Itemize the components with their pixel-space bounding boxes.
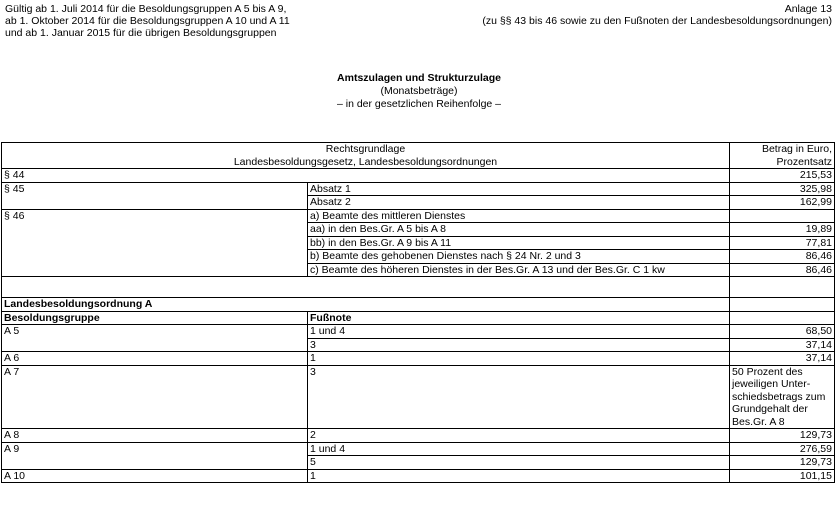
footnote-header: Fußnote	[308, 311, 730, 325]
annex-label	[482, 3, 832, 27]
column-header-row	[2, 311, 835, 325]
paragraph-cell: § 44	[2, 169, 730, 183]
document-title	[0, 72, 838, 111]
provision-cell: aa) in den Bes.Gr. A 5 bis A 8	[308, 223, 730, 237]
annex-number: Anlage 13	[784, 3, 832, 15]
amount-cell: 101,15	[730, 469, 835, 483]
table-row	[2, 365, 835, 429]
pay-grade-cell: A 7	[2, 365, 308, 429]
spacer-cell	[730, 277, 835, 298]
section-title-row	[2, 298, 835, 312]
amount-header	[730, 143, 835, 169]
table-row	[2, 352, 835, 366]
amount-header-line1: Betrag in Euro,	[761, 143, 832, 155]
pay-grade-cell: A 6	[2, 352, 308, 366]
table-row	[2, 429, 835, 443]
provision-cell: Absatz 2	[308, 196, 730, 210]
amount-cell	[730, 209, 835, 223]
validity-note	[5, 3, 290, 39]
empty-cell	[730, 311, 835, 325]
provision-cell: a) Beamte des mittleren Dienstes	[308, 209, 730, 223]
validity-line: und ab 1. Januar 2015 für die übrigen Besoldungsgruppen	[5, 27, 277, 39]
provision-cell: bb) in den Bes.Gr. A 9 bis A 11	[308, 236, 730, 250]
amount-cell: 86,46	[730, 250, 835, 264]
spacer-cell	[2, 277, 730, 298]
amount-cell: 215,53	[730, 169, 835, 183]
annex-reference: (zu §§ 43 bis 46 sowie zu den Fußnoten der Landesbesoldungsordnungen)	[482, 15, 832, 27]
table-row	[2, 169, 835, 183]
spacer-row	[2, 277, 835, 298]
amount-text-cell: 50 Prozent des jeweiligen Unter-schiedsbetrags zum Grundgehalt der Bes.Gr. A 8	[730, 365, 835, 429]
amount-cell: 68,50	[730, 325, 835, 339]
allowance-table	[1, 142, 835, 483]
footnote-cell: 5	[308, 456, 730, 470]
provision-cell: c) Beamte des höheren Dienstes in der Bes.Gr. A 13 und der Bes.Gr. C 1 kw	[308, 263, 730, 277]
amount-header-line2: Prozentsatz	[776, 155, 832, 168]
table-row	[2, 325, 835, 339]
amount-cell: 162,99	[730, 196, 835, 210]
pay-grade-cell: A 8	[2, 429, 308, 443]
pay-grade-header: Besoldungsgruppe	[2, 311, 308, 325]
provision-cell: b) Beamte des gehobenen Dienstes nach § 24 Nr. 2 und 3	[308, 250, 730, 264]
title-main: Amtszulagen und Strukturzulage	[337, 72, 501, 84]
amount-cell: 86,46	[730, 263, 835, 277]
legal-basis-header	[2, 143, 730, 169]
table-header-row	[2, 143, 835, 169]
footnote-cell: 1	[308, 469, 730, 483]
amount-cell: 276,59	[730, 442, 835, 456]
amount-cell: 19,89	[730, 223, 835, 237]
footnote-cell: 1 und 4	[308, 325, 730, 339]
amount-cell: 37,14	[730, 338, 835, 352]
pay-grade-cell: A 9	[2, 442, 308, 469]
amount-cell: 129,73	[730, 456, 835, 470]
amount-cell: 77,81	[730, 236, 835, 250]
title-order: – in der gesetzlichen Reihenfolge –	[336, 98, 502, 110]
validity-line: ab 1. Oktober 2014 für die Besoldungsgruppen A 10 und A 11	[5, 15, 290, 27]
validity-line: Gültig ab 1. Juli 2014 für die Besoldungsgruppen A 5 bis A 9,	[5, 3, 287, 15]
table-row	[2, 469, 835, 483]
legal-basis-header-line2: Landesbesoldungsgesetz, Landesbesoldungsordnungen	[233, 155, 498, 168]
table-row	[2, 209, 835, 223]
pay-grade-cell: A 5	[2, 325, 308, 352]
amount-cell: 325,98	[730, 182, 835, 196]
footnote-cell: 1	[308, 352, 730, 366]
pay-grade-cell: A 10	[2, 469, 308, 483]
paragraph-cell: § 45	[2, 182, 308, 209]
section-title: Landesbesoldungsordnung A	[2, 298, 730, 312]
paragraph-cell: § 46	[2, 209, 308, 277]
empty-cell	[730, 298, 835, 312]
footnote-cell: 1 und 4	[308, 442, 730, 456]
amount-cell: 37,14	[730, 352, 835, 366]
footnote-cell: 3	[308, 365, 730, 429]
table-row	[2, 442, 835, 456]
provision-cell: Absatz 1	[308, 182, 730, 196]
amount-cell: 129,73	[730, 429, 835, 443]
footnote-cell: 2	[308, 429, 730, 443]
table-row	[2, 182, 835, 196]
footnote-cell: 3	[308, 338, 730, 352]
legal-basis-header-line1: Rechtsgrundlage	[325, 143, 406, 155]
title-sub: (Monatsbeträge)	[380, 85, 458, 97]
